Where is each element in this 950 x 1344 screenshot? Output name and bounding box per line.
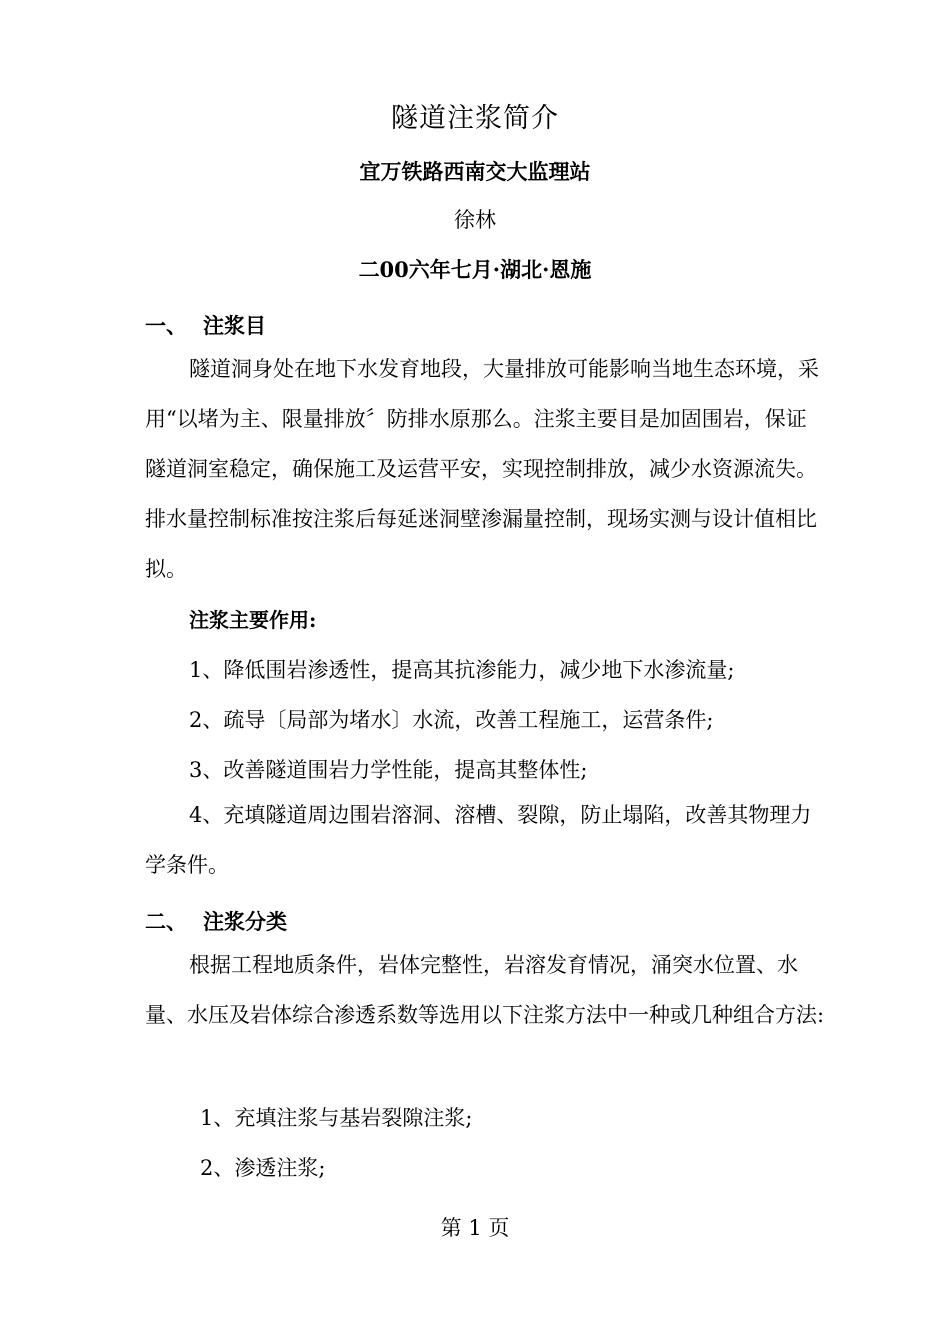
section-2-paragraph-block xyxy=(145,940,825,1040)
document-date: 二00六年七月·湖北·恩施 xyxy=(358,257,592,282)
section-1-heading xyxy=(145,310,266,340)
section-2-paragraph: 根据工程地质条件，岩体完整性，岩溶发育情况，涌突水位置、水量、水压及岩体综合渗透系数等选用以下注浆方法中一种或几种组合方法: xyxy=(145,953,825,1027)
section-1-item-1: 1、降低围岩渗透性，提高其抗渗能力，减少地下水渗流量; xyxy=(189,658,735,682)
section-1-item-4: 4、充填隧道周边围岩溶洞、溶槽、裂隙，防止塌陷，改善其物理力学条件。 xyxy=(145,803,812,877)
section-2-item-2: 2、渗透注浆; xyxy=(200,1156,326,1180)
section-1-sub-heading: 注浆主要作用: xyxy=(189,608,317,632)
section-1-paragraph: 隧道洞身处在地下水发育地段，大量排放可能影响当地生态环境，采用“以堵为主、限量排放〞防排水原那么。注浆主要目是加固围岩，保证隧道洞室稳定，确保施工及运营平安，实现控制排放，减少水资源流失。排水量控制标准按注浆后每延迷洞壁渗漏量控制，现场实测与设计值相比拟。 xyxy=(145,357,819,581)
page-footer: 第 1 页 xyxy=(440,1216,510,1240)
section-2-number: 二、 xyxy=(145,909,187,934)
section-1-number: 一、 xyxy=(145,313,187,338)
section-1-title: 注浆目 xyxy=(203,313,266,338)
section-2-heading xyxy=(145,906,287,936)
section-1-paragraph-block xyxy=(145,344,825,594)
section-1-item-2: 2、疏导〔局部为堵水〕水流，改善工程施工，运营条件; xyxy=(189,708,714,732)
document-author: 徐林 xyxy=(454,208,496,232)
document-subtitle: 宜万铁路西南交大监理站 xyxy=(359,159,591,184)
section-2-item-1: 1、充填注浆与基岩裂隙注浆; xyxy=(200,1106,473,1130)
document-title: 隧道注浆简介 xyxy=(391,103,559,134)
section-1-item-3: 3、改善隧道围岩力学性能，提高其整体性; xyxy=(189,758,588,782)
section-2-title: 注浆分类 xyxy=(203,909,287,934)
